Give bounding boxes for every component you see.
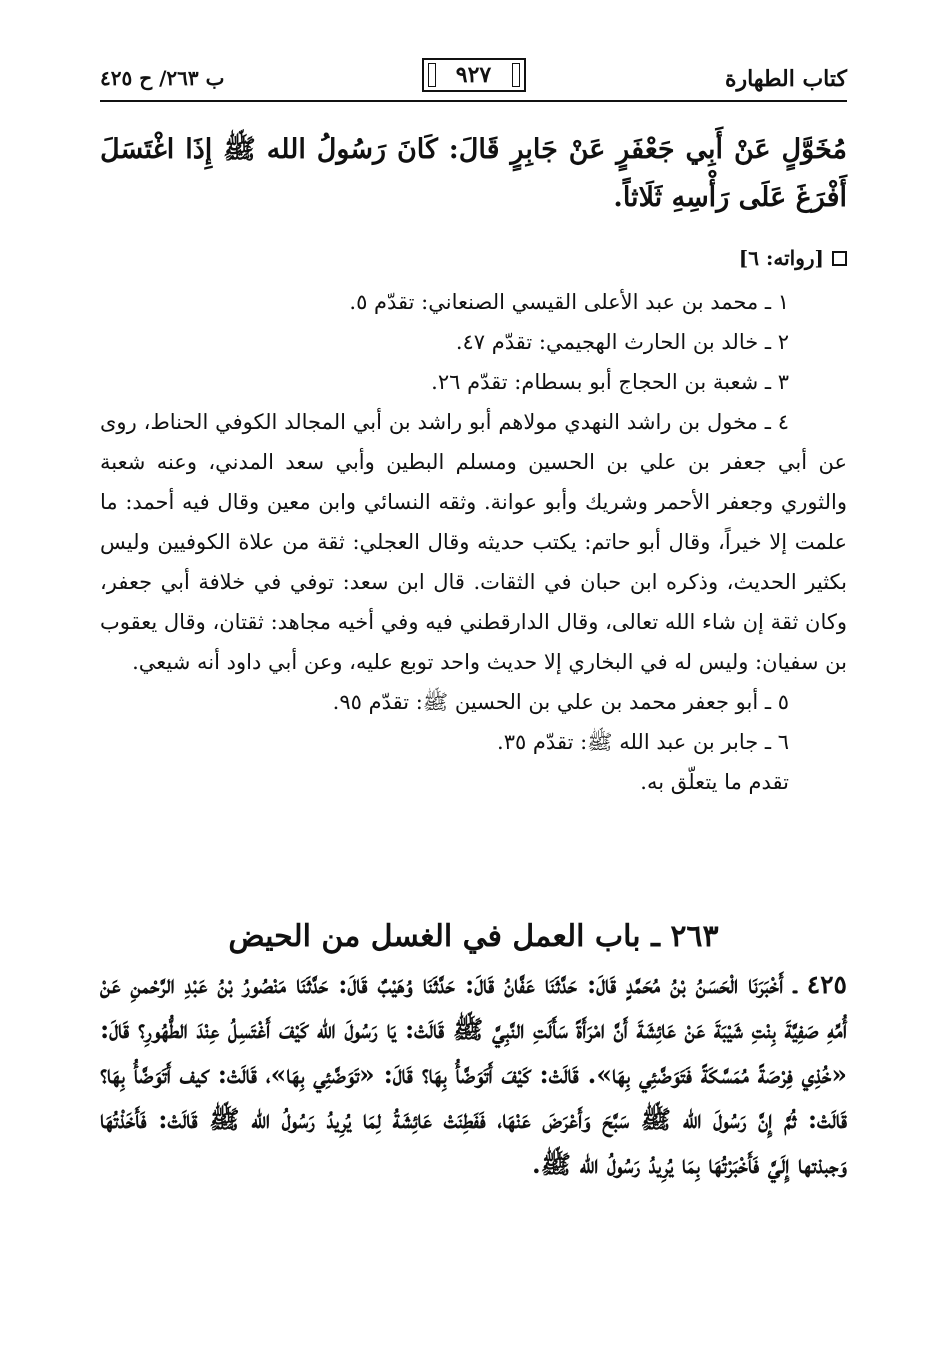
narrator-item: ٢ ـ خالد بن الحارث الهجيمي: تقدّم ٤٧.	[455, 330, 789, 354]
narrator-item: ٦ ـ جابر بن عبد الله ﷺ: تقدّم ٣٥.	[497, 730, 789, 754]
page-number: ٩٢٧	[422, 58, 526, 92]
chapter-title: ٢٦٣ ـ باب العمل في الغسل من الحيض	[228, 919, 719, 954]
narrators-heading-text: [رواته: ٦]	[738, 246, 824, 270]
running-header	[100, 58, 847, 102]
hadith-text: ٤٢٥ ـ أَخْبَرَنَا الْحَسَنُ بْنُ مُحَمَّدٍ قَالَ: حَدَّثَنَا عَفَّانُ قَالَ: حَدَّثَنَا وُهَيْبٌ قَالَ: حَدَّثَنَا مَنْصُورُ بْنُ عَبْدِ الرَّحْمنِ عَنْ أُمِّهِ صَفِيَّةَ بِنْتِ شَيْبَةَ عَنْ عَائِشَةَ أَنَّ امْرَأَةً سَأَلَتِ النَّبِيَّ ﷺ قَالَتْ: يَا رَسُولَ الله كَيْفَ أَغْتَسِلُ عِنْدَ الطُّهُورِ؟ قَالَ: «خُذِي فِرْصَةً مُمَسَّكَةً فَتَوَضَّئِي بِهَا». قَالَتْ: كَيْفَ أَتَوَضَّأُ بِهَا؟ قَالَ: «تَوَضَّئِي بِهَا»، قَالَتْ: كيف أَتَوَضَّأُ بِهَا؟ قَالَتْ: ثُمَّ إِنَّ رَسُولَ الله ﷺ سَبَّحَ وَأَعْرَضَ عَنْهَا، فَفَطِنَتْ عَائِشَةُ لِمَا يُرِيدُ رَسُولُ الله ﷺ قَالَتْ: فَأَخَذْتُهَا وَجبذتها إِلَيَّ فَأَخْبَرْتُهَا بِمَا يُرِيدُ رَسُولُ الله ﷺ.	[100, 970, 847, 1179]
narrator-item: ١ ـ محمد بن عبد الأعلى القيسي الصنعاني: تقدّم ٥.	[349, 290, 789, 314]
narrators-list	[100, 282, 847, 802]
narrators-heading	[739, 246, 847, 270]
square-bullet-icon	[832, 251, 847, 266]
narrator-item: ٤ ـ مخول بن راشد النهدي مولاهم أبو راشد بن أبي المجالد الكوفي الحناط، روى عن أبي جعفر بن علي بن الحسين ومسلم البطين وأبي سعد المدني، وعنه شعبة والثوري وجعفر الأحمر وشريك وأبو عوانة. وثقه النسائي وابن معين وقال فيه أحمد: ما علمت إلا خيراً، وقال أبو حاتم: يكتب حديثه وقال العجلي: ثقة من علاة الكوفيين وليس بكثير الحديث، وذكره ابن حبان في الثقات. قال ابن سعد: توفي في خلافة أبي جعفر، وكان ثقة إن شاء الله تعالى، وقال الدارقطني فيه وفي أخيه مجاهد: ثقتان، وقال يعقوب بن سفيان: وليس له في البخاري إلا حديث واحد توبع عليه، وعن أبي داود أنه شيعي.	[100, 410, 847, 674]
hadith-continuation: مُخَوَّلٍ عَنْ أَبِي جَعْفَرٍ عَنْ جَابِرٍ قَالَ: كَانَ رَسُولُ الله ﷺ إِذَا اغْتَسَلَ أَفْرَغَ عَلَى رَأْسِهِ ثَلَاثاً.	[100, 134, 847, 213]
chapter-hadith-reference: ب ٢٦٣/ ح ٤٢٥	[100, 66, 225, 90]
related-note: تقدم ما يتعلّق به.	[640, 770, 789, 794]
book-title: كتاب الطهارة	[724, 66, 847, 92]
header-rule	[100, 100, 847, 102]
narrator-item: ٥ ـ أبو جعفر محمد بن علي بن الحسين ﷺ: تقدّم ٩٥.	[332, 690, 789, 714]
narrator-item: ٣ ـ شعبة بن الحجاج أبو بسطام: تقدّم ٢٦.	[431, 370, 789, 394]
